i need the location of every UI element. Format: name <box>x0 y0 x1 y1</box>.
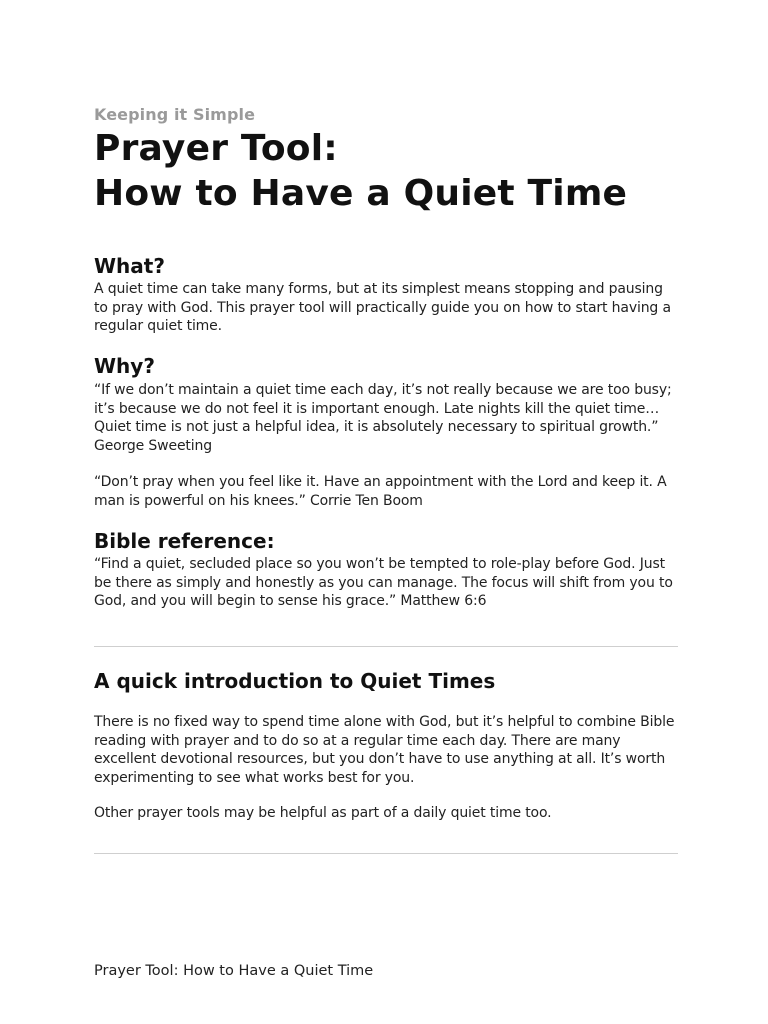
page-footer: Prayer Tool: How to Have a Quiet Time <box>94 963 374 979</box>
page-title <box>94 126 627 216</box>
divider-top <box>94 646 678 647</box>
divider-bottom <box>94 853 678 854</box>
what-text: A quiet time can take many forms, but at its simplest means stopping and pausing to pray with God. This prayer tool will practically guide you on how to start having a regular quiet time. <box>94 281 671 334</box>
what-heading: What? <box>94 254 165 278</box>
bible-reference-text: “Find a quiet, secluded place so you won’t be tempted to role-play before God. Just be there as simply and honestly as you can manage. The focus will shift from you to God, and you will begin to sense his grace.” Matthew 6:6 <box>94 556 673 609</box>
why-quote-ten-boom: “Don’t pray when you feel like it. Have an appointment with the Lord and keep it. A man is powerful on his knees.” Corrie Ten Boom <box>94 474 667 509</box>
document-page <box>94 0 678 1024</box>
intro-paragraph-2: Other prayer tools may be helpful as part of a daily quiet time too. <box>94 805 552 821</box>
why-quote-sweeting: “If we don’t maintain a quiet time each day, it’s not really because we are too busy; it’s because we do not feel it is important enough. Late nights kill the quiet time… Quiet time is not just a helpful idea, it is absolutely necessary to spiritual growth.” George Sweeting <box>94 382 672 454</box>
eyebrow-label: Keeping it Simple <box>94 105 256 124</box>
title-line-1: Prayer Tool: <box>94 128 338 169</box>
title-line-2: How to Have a Quiet Time <box>94 173 628 214</box>
bible-reference-heading: Bible reference: <box>94 529 275 553</box>
intro-heading: A quick introduction to Quiet Times <box>94 669 496 693</box>
intro-paragraph-1: There is no fixed way to spend time alone with God, but it’s helpful to combine Bible reading with prayer and to do so at a regular time each day. There are many excellent devotional resources, but you don’t have to use anything at all. It’s worth experimenting to see what works best for you. <box>94 714 675 786</box>
why-heading: Why? <box>94 354 155 378</box>
